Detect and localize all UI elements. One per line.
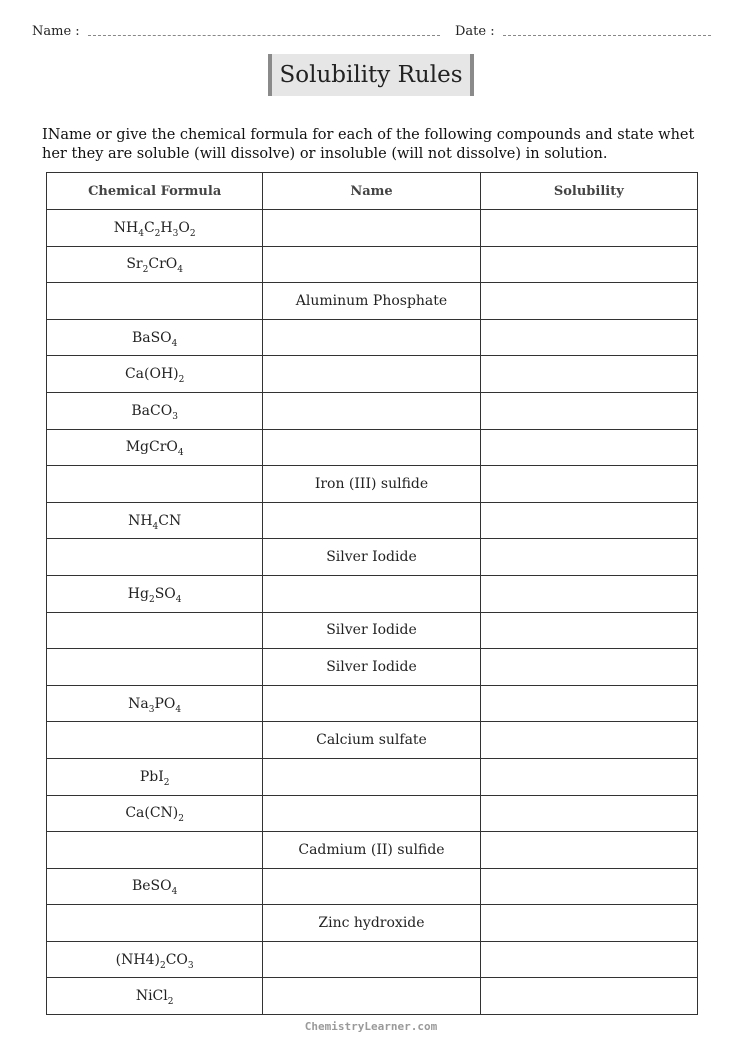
formula-cell[interactable] [47, 283, 263, 320]
formula-cell[interactable] [47, 319, 263, 356]
formula-subscript: 4 [171, 887, 178, 898]
formula-text: CO [165, 951, 188, 968]
table-row [47, 246, 698, 283]
formula-subscript: 4 [171, 338, 178, 349]
table-row [47, 685, 698, 722]
formula-text: Ca(OH) [124, 366, 179, 383]
formula-text: C [143, 219, 155, 236]
column-header-formula: Chemical Formula [47, 173, 263, 210]
formula-text: NH [128, 512, 153, 529]
name-cell[interactable] [263, 795, 480, 832]
solubility-cell[interactable] [480, 905, 697, 942]
table-row [47, 429, 698, 466]
formula-cell[interactable] [47, 685, 263, 722]
formula-text: (NH4) [115, 951, 160, 968]
formula-cell[interactable] [47, 758, 263, 795]
formula-cell[interactable] [47, 539, 263, 576]
formula-cell[interactable] [47, 502, 263, 539]
table-row [47, 502, 698, 539]
date-label: Date : [455, 24, 495, 39]
name-cell[interactable]: Iron (III) sulfide [263, 466, 480, 503]
solubility-cell[interactable] [480, 649, 697, 686]
formula-text: CN [158, 512, 182, 529]
solubility-cell[interactable] [480, 502, 697, 539]
formula-text: O [178, 219, 190, 236]
table-header-row [47, 173, 698, 210]
formula-subscript: 4 [177, 448, 184, 459]
formula-cell[interactable] [47, 429, 263, 466]
solubility-cell[interactable] [480, 539, 697, 576]
formula-text: NiCl [135, 988, 168, 1005]
formula-cell[interactable] [47, 612, 263, 649]
solubility-cell[interactable] [480, 758, 697, 795]
formula-text: BaSO [131, 329, 172, 346]
name-cell[interactable] [263, 941, 480, 978]
formula-subscript: 2 [167, 997, 174, 1008]
formula-subscript: 4 [177, 265, 183, 276]
solubility-cell[interactable] [480, 612, 697, 649]
formula-text: NH [113, 219, 139, 236]
solubility-cell[interactable] [480, 722, 697, 759]
formula-cell[interactable] [47, 832, 263, 869]
name-cell[interactable] [263, 392, 480, 429]
formula-cell[interactable] [47, 246, 263, 283]
formula-text: BeSO [131, 878, 172, 895]
name-cell[interactable]: Silver Iodide [263, 539, 480, 576]
formula-cell[interactable] [47, 392, 263, 429]
formula-cell[interactable] [47, 575, 263, 612]
table-row [47, 283, 698, 320]
table-row [47, 392, 698, 429]
table-row [47, 466, 698, 503]
solubility-cell[interactable] [480, 685, 697, 722]
solubility-cell[interactable] [480, 978, 697, 1015]
solubility-cell[interactable] [480, 210, 697, 247]
solubility-cell[interactable] [480, 832, 697, 869]
name-cell[interactable]: Zinc hydroxide [263, 905, 480, 942]
formula-subscript: 3 [187, 960, 194, 971]
solubility-cell[interactable] [480, 246, 697, 283]
formula-subscript: 3 [172, 411, 178, 422]
solubility-cell[interactable] [480, 575, 697, 612]
name-cell[interactable] [263, 502, 480, 539]
table-row [47, 722, 698, 759]
formula-subscript: 3 [148, 704, 155, 715]
name-field-line[interactable] [88, 35, 440, 36]
formula-subscript: 4 [138, 228, 144, 239]
table-row [47, 210, 698, 247]
name-cell[interactable] [263, 319, 480, 356]
formula-text: Ca(CN) [125, 805, 179, 822]
formula-subscript: 4 [175, 704, 182, 715]
formula-subscript: 2 [178, 814, 184, 825]
solubility-cell[interactable] [480, 319, 697, 356]
formula-cell[interactable] [47, 722, 263, 759]
name-cell[interactable] [263, 685, 480, 722]
formula-cell[interactable] [47, 795, 263, 832]
formula-cell[interactable] [47, 868, 263, 905]
formula-cell[interactable] [47, 649, 263, 686]
formula-cell[interactable] [47, 905, 263, 942]
formula-cell[interactable] [47, 210, 263, 247]
instructions-text: IName or give the chemical formula for each of the following compounds and state whether they are soluble (will dissolve) or insoluble (will not dissolve) in solution. [42, 127, 695, 162]
formula-text: BaCO [131, 402, 173, 419]
formula-text: Sr [126, 256, 143, 273]
formula-cell[interactable] [47, 356, 263, 393]
name-cell[interactable] [263, 246, 480, 283]
date-field-line[interactable] [503, 35, 711, 36]
formula-text: Hg [127, 585, 149, 602]
table-row [47, 319, 698, 356]
solubility-cell[interactable] [480, 356, 697, 393]
name-cell[interactable] [263, 356, 480, 393]
table-row [47, 832, 698, 869]
table-row [47, 575, 698, 612]
solubility-cell[interactable] [480, 429, 697, 466]
footer-brand: ChemistryLearner.com [304, 1020, 438, 1033]
table-row [47, 868, 698, 905]
formula-cell[interactable] [47, 978, 263, 1015]
column-header-solubility: Solubility [480, 173, 697, 210]
formula-subscript: 2 [189, 228, 196, 239]
formula-subscript: 2 [154, 228, 161, 239]
name-cell[interactable]: Aluminum Phosphate [263, 283, 480, 320]
solubility-cell[interactable] [480, 283, 697, 320]
formula-subscript: 3 [172, 228, 179, 239]
table-row [47, 539, 698, 576]
formula-text: MgCrO [125, 439, 178, 456]
solubility-table [46, 172, 698, 1015]
solubility-cell[interactable] [480, 941, 697, 978]
formula-text: H [160, 219, 173, 236]
name-cell[interactable] [263, 429, 480, 466]
table-row [47, 941, 698, 978]
formula-subscript: 4 [152, 521, 159, 532]
formula-cell[interactable] [47, 941, 263, 978]
column-header-name: Name [263, 173, 480, 210]
table-row [47, 758, 698, 795]
formula-text: SO [154, 585, 176, 602]
formula-subscript: 4 [175, 594, 182, 605]
table-row [47, 649, 698, 686]
page-title: Solubility Rules [268, 54, 474, 96]
table-row [47, 612, 698, 649]
name-cell[interactable]: Silver Iodide [263, 612, 480, 649]
solubility-cell[interactable] [480, 392, 697, 429]
table-row [47, 978, 698, 1015]
formula-subscript: 2 [159, 960, 166, 971]
formula-text: PO [154, 695, 176, 712]
name-cell[interactable]: Cadmium (II) sulfide [263, 832, 480, 869]
name-cell[interactable]: Silver Iodide [263, 649, 480, 686]
formula-cell[interactable] [47, 466, 263, 503]
formula-subscript: 2 [178, 375, 185, 386]
name-cell[interactable] [263, 868, 480, 905]
name-cell[interactable]: Calcium sulfate [263, 722, 480, 759]
formula-text: Na [128, 695, 149, 712]
formula-subscript: 2 [142, 265, 149, 276]
solubility-cell[interactable] [480, 868, 697, 905]
formula-subscript: 2 [148, 594, 155, 605]
name-label: Name : [32, 24, 80, 39]
name-cell[interactable] [263, 210, 480, 247]
formula-subscript: 2 [163, 777, 170, 788]
formula-text: CrO [148, 256, 178, 273]
solubility-cell[interactable] [480, 466, 697, 503]
name-cell[interactable] [263, 758, 480, 795]
name-cell[interactable] [263, 575, 480, 612]
table-row [47, 905, 698, 942]
name-cell[interactable] [263, 978, 480, 1015]
table-row [47, 356, 698, 393]
formula-text: PbI [139, 768, 164, 785]
solubility-cell[interactable] [480, 795, 697, 832]
table-row [47, 795, 698, 832]
